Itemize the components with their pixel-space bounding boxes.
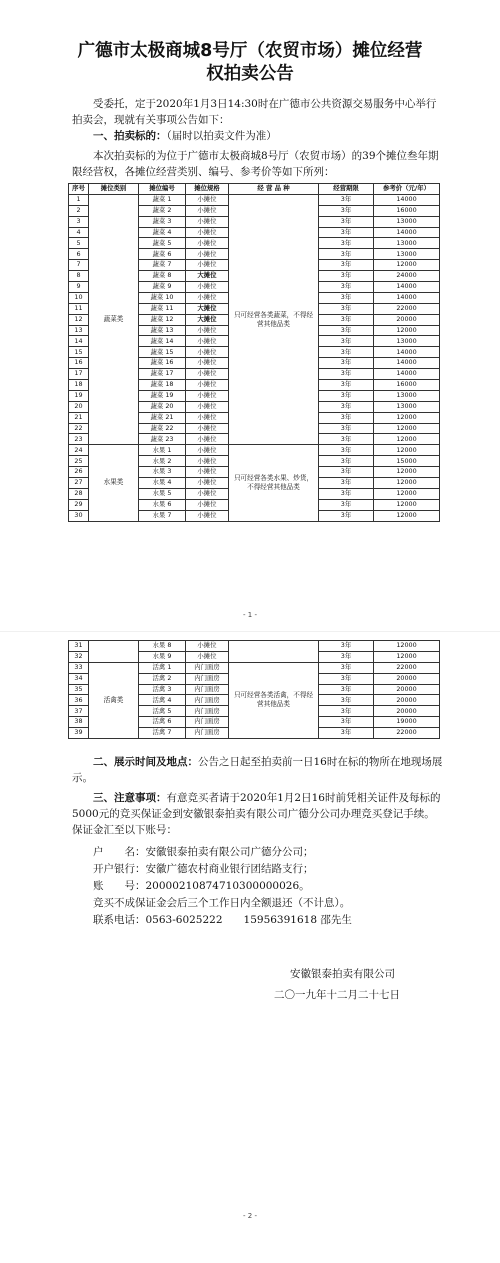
stall-table-part1	[68, 183, 440, 522]
term-value: 3年	[319, 401, 374, 412]
row-number: 17	[69, 369, 89, 380]
page-1	[0, 0, 500, 630]
stall-spec: 小摊位	[186, 510, 229, 521]
stall-spec: 小摊位	[186, 325, 229, 336]
term-value: 3年	[319, 282, 374, 293]
stall-code: 水果 1	[139, 445, 186, 456]
row-number: 33	[69, 662, 89, 673]
category-cell: 蔬菜类	[89, 194, 139, 444]
stall-code: 蔬菜 2	[139, 205, 186, 216]
stall-spec: 大摊位	[186, 271, 229, 282]
row-number: 8	[69, 271, 89, 282]
term-value: 3年	[319, 238, 374, 249]
stall-code: 蔬菜 5	[139, 238, 186, 249]
stall-spec: 小摊位	[186, 358, 229, 369]
stall-code: 蔬菜 13	[139, 325, 186, 336]
stall-spec: 内门面房	[186, 684, 229, 695]
header-code: 摊位编号	[139, 184, 186, 195]
row-number: 35	[69, 684, 89, 695]
stall-spec: 小摊位	[186, 216, 229, 227]
row-number: 14	[69, 336, 89, 347]
stall-code: 蔬菜 6	[139, 249, 186, 260]
stall-spec: 小摊位	[186, 347, 229, 358]
stall-code: 水果 6	[139, 499, 186, 510]
term-value: 3年	[319, 380, 374, 391]
price-value: 12000	[374, 423, 440, 434]
price-value: 15000	[374, 456, 440, 467]
table-row	[69, 641, 440, 652]
stall-spec: 小摊位	[186, 205, 229, 216]
price-value: 13000	[374, 401, 440, 412]
row-number: 19	[69, 390, 89, 401]
price-value: 20000	[374, 706, 440, 717]
price-value: 13000	[374, 390, 440, 401]
header-products: 经 营 品 种	[229, 184, 319, 195]
term-value: 3年	[319, 336, 374, 347]
stall-spec: 大摊位	[186, 314, 229, 325]
page-number-1: - 1 -	[243, 611, 257, 619]
stall-code: 水果 3	[139, 467, 186, 478]
stall-spec: 小摊位	[186, 369, 229, 380]
row-number: 18	[69, 380, 89, 391]
term-value: 3年	[319, 205, 374, 216]
stall-code: 蔬菜 21	[139, 412, 186, 423]
row-number: 29	[69, 499, 89, 510]
stall-spec: 内门面房	[186, 706, 229, 717]
term-value: 3年	[319, 673, 374, 684]
term-value: 3年	[319, 314, 374, 325]
row-number: 7	[69, 260, 89, 271]
row-number: 20	[69, 401, 89, 412]
term-value: 3年	[319, 434, 374, 445]
stall-code: 水果 4	[139, 478, 186, 489]
stall-code: 蔬菜 18	[139, 380, 186, 391]
page-divider	[0, 631, 500, 632]
stall-code: 活禽 7	[139, 728, 186, 739]
stall-spec: 小摊位	[186, 401, 229, 412]
term-value: 3年	[319, 695, 374, 706]
row-number: 30	[69, 510, 89, 521]
header-term: 经营期限	[319, 184, 374, 195]
row-number: 4	[69, 227, 89, 238]
term-value: 3年	[319, 684, 374, 695]
row-number: 32	[69, 651, 89, 662]
stall-code: 蔬菜 16	[139, 358, 186, 369]
stall-spec: 小摊位	[186, 238, 229, 249]
term-value: 3年	[319, 260, 374, 271]
term-value: 3年	[319, 728, 374, 739]
term-value: 3年	[319, 706, 374, 717]
section3-paragraph	[72, 790, 444, 838]
row-number: 27	[69, 478, 89, 489]
stall-code: 水果 5	[139, 488, 186, 499]
account-bank: 开户银行：安徽广德农村商业银行团结路支行；	[93, 863, 314, 875]
stall-code: 蔬菜 22	[139, 423, 186, 434]
term-value: 3年	[319, 478, 374, 489]
stall-code: 活禽 1	[139, 662, 186, 673]
row-number: 38	[69, 717, 89, 728]
price-value: 12000	[374, 412, 440, 423]
section1-heading	[93, 128, 445, 144]
price-value: 13000	[374, 249, 440, 260]
stall-spec: 小摊位	[186, 260, 229, 271]
stall-spec: 内门面房	[186, 695, 229, 706]
account-name: 户 名：安徽银泰拍卖有限公司广德分公司；	[93, 846, 314, 858]
notice-title-line2: 权拍卖公告	[206, 64, 294, 84]
products-cell: 只可经营各类活禽，不得经营其他品类	[229, 662, 319, 738]
term-value: 3年	[319, 249, 374, 260]
price-value: 12000	[374, 499, 440, 510]
products-cell: 只可经营各类蔬菜，不得经营其他品类	[229, 194, 319, 444]
stall-code: 蔬菜 10	[139, 292, 186, 303]
row-number: 37	[69, 706, 89, 717]
stall-code: 蔬菜 9	[139, 282, 186, 293]
stall-spec: 内门面房	[186, 717, 229, 728]
term-value: 3年	[319, 651, 374, 662]
header-no: 序号	[69, 184, 89, 195]
category-cell: 活禽类	[89, 662, 139, 738]
row-number: 23	[69, 434, 89, 445]
stall-code: 活禽 2	[139, 673, 186, 684]
stall-code: 蔬菜 20	[139, 401, 186, 412]
price-value: 14000	[374, 358, 440, 369]
stall-spec: 大摊位	[186, 303, 229, 314]
row-number: 10	[69, 292, 89, 303]
stall-code: 蔬菜 14	[139, 336, 186, 347]
signature-date: 二〇一九年十二月二十七日	[274, 989, 400, 1001]
row-number: 3	[69, 216, 89, 227]
page-2	[0, 634, 500, 1263]
price-value: 14000	[374, 292, 440, 303]
stall-spec: 小摊位	[186, 390, 229, 401]
term-value: 3年	[319, 467, 374, 478]
stall-code: 活禽 3	[139, 684, 186, 695]
header-spec: 摊位规格	[186, 184, 229, 195]
account-number: 账 号：20000210874710300000026。	[93, 880, 310, 892]
stall-spec: 内门面房	[186, 728, 229, 739]
stall-code: 蔬菜 15	[139, 347, 186, 358]
stall-spec: 小摊位	[186, 467, 229, 478]
price-value: 20000	[374, 673, 440, 684]
row-number: 36	[69, 695, 89, 706]
stall-spec: 小摊位	[186, 292, 229, 303]
stall-spec: 小摊位	[186, 641, 229, 652]
stall-code: 蔬菜 11	[139, 303, 186, 314]
stall-spec: 小摊位	[186, 282, 229, 293]
header-category: 摊位类别	[89, 184, 139, 195]
price-value: 20000	[374, 684, 440, 695]
stall-code: 蔬菜 3	[139, 216, 186, 227]
stall-code: 蔬菜 23	[139, 434, 186, 445]
section1-paragraph: 本次拍卖标的为位于广德市太极商城8号厅（农贸市场）的39个摊位叁年期限经营权，各摊位经营类别、编号、参考价等如下所列：	[72, 150, 439, 178]
stall-table-part2	[68, 640, 440, 739]
contact-info: 联系电话：0563-6025222 15956391618 邵先生	[93, 914, 352, 926]
price-value: 12000	[374, 467, 440, 478]
row-number: 24	[69, 445, 89, 456]
row-number: 31	[69, 641, 89, 652]
price-value: 13000	[374, 336, 440, 347]
stall-code: 活禽 5	[139, 706, 186, 717]
term-value: 3年	[319, 641, 374, 652]
stall-spec: 内门面房	[186, 662, 229, 673]
table-header-row	[69, 184, 440, 195]
price-value: 24000	[374, 271, 440, 282]
row-number: 25	[69, 456, 89, 467]
term-value: 3年	[319, 271, 374, 282]
price-value: 16000	[374, 380, 440, 391]
stall-code: 蔬菜 8	[139, 271, 186, 282]
table-row	[69, 194, 440, 205]
row-number: 11	[69, 303, 89, 314]
term-value: 3年	[319, 390, 374, 401]
stall-spec: 小摊位	[186, 194, 229, 205]
refund-note: 竞买不成保证金会后三个工作日内全额退还（不计息）。	[93, 897, 351, 909]
products-cell: 只可经营各类水果、炒货，不得经营其他品类	[229, 445, 319, 521]
stall-code: 蔬菜 7	[139, 260, 186, 271]
stall-spec: 小摊位	[186, 651, 229, 662]
term-value: 3年	[319, 325, 374, 336]
term-value: 3年	[319, 303, 374, 314]
row-number: 2	[69, 205, 89, 216]
price-value: 12000	[374, 434, 440, 445]
price-value: 22000	[374, 303, 440, 314]
stall-spec: 小摊位	[186, 249, 229, 260]
term-value: 3年	[319, 510, 374, 521]
price-value: 14000	[374, 282, 440, 293]
price-value: 22000	[374, 662, 440, 673]
stall-spec: 小摊位	[186, 456, 229, 467]
term-value: 3年	[319, 456, 374, 467]
stall-code: 水果 8	[139, 641, 186, 652]
table-row	[69, 445, 440, 456]
price-value: 22000	[374, 728, 440, 739]
price-value: 12000	[374, 651, 440, 662]
term-value: 3年	[319, 227, 374, 238]
row-number: 6	[69, 249, 89, 260]
row-number: 13	[69, 325, 89, 336]
price-value: 20000	[374, 695, 440, 706]
section3-title: 三、注意事项：	[93, 792, 167, 804]
price-value: 12000	[374, 488, 440, 499]
category-cell	[89, 641, 139, 663]
stall-spec: 小摊位	[186, 434, 229, 445]
term-value: 3年	[319, 423, 374, 434]
signature-company: 安徽银泰拍卖有限公司	[290, 968, 395, 980]
row-number: 39	[69, 728, 89, 739]
section3-body: 有意竞买者请于2020年1月2日16时前凭相关证件及每标的5000元的竞买保证金到安徽银泰拍卖有限公司广德分公司办理竞买登记手续。保证金汇至以下账号：	[72, 792, 441, 836]
row-number: 21	[69, 412, 89, 423]
term-value: 3年	[319, 488, 374, 499]
stall-code: 蔬菜 4	[139, 227, 186, 238]
row-number: 15	[69, 347, 89, 358]
term-value: 3年	[319, 358, 374, 369]
section1-note: （届时以拍卖文件为准）	[166, 130, 277, 142]
term-value: 3年	[319, 662, 374, 673]
price-value: 14000	[374, 369, 440, 380]
price-value: 12000	[374, 325, 440, 336]
category-cell: 水果类	[89, 445, 139, 521]
price-value: 13000	[374, 238, 440, 249]
row-number: 22	[69, 423, 89, 434]
price-value: 12000	[374, 510, 440, 521]
row-number: 9	[69, 282, 89, 293]
stall-spec: 小摊位	[186, 445, 229, 456]
stall-code: 蔬菜 12	[139, 314, 186, 325]
intro-paragraph: 受委托，定于2020年1月3日14:30时在广德市公共资源交易服务中心举行拍卖会，现就有关事项公告如下：	[72, 98, 437, 126]
row-number: 28	[69, 488, 89, 499]
page-number-2: - 2 -	[243, 1212, 257, 1220]
price-value: 14000	[374, 347, 440, 358]
term-value: 3年	[319, 292, 374, 303]
price-value: 16000	[374, 205, 440, 216]
section2-body: 公告之日起至拍卖前一日16时在标的物所在地现场展示。	[72, 756, 443, 784]
price-value: 12000	[374, 478, 440, 489]
price-value: 19000	[374, 717, 440, 728]
stall-spec: 小摊位	[186, 499, 229, 510]
table-row	[69, 662, 440, 673]
row-number: 34	[69, 673, 89, 684]
stall-code: 活禽 6	[139, 717, 186, 728]
stall-code: 蔬菜 1	[139, 194, 186, 205]
notice-title-line1: 广德市太极商城8号厅（农贸市场）摊位经营	[77, 41, 423, 61]
stall-spec: 内门面房	[186, 673, 229, 684]
price-value: 12000	[374, 445, 440, 456]
price-value: 14000	[374, 227, 440, 238]
stall-code: 水果 2	[139, 456, 186, 467]
row-number: 5	[69, 238, 89, 249]
products-cell	[229, 641, 319, 663]
term-value: 3年	[319, 499, 374, 510]
term-value: 3年	[319, 369, 374, 380]
term-value: 3年	[319, 412, 374, 423]
stall-spec: 小摊位	[186, 423, 229, 434]
stall-spec: 小摊位	[186, 380, 229, 391]
term-value: 3年	[319, 194, 374, 205]
stall-spec: 小摊位	[186, 488, 229, 499]
row-number: 16	[69, 358, 89, 369]
row-number: 12	[69, 314, 89, 325]
stall-code: 蔬菜 19	[139, 390, 186, 401]
stall-spec: 小摊位	[186, 336, 229, 347]
stall-code: 水果 7	[139, 510, 186, 521]
stall-spec: 小摊位	[186, 412, 229, 423]
section1-title: 一、拍卖标的：	[93, 130, 167, 142]
price-value: 12000	[374, 641, 440, 652]
term-value: 3年	[319, 347, 374, 358]
stall-code: 蔬菜 17	[139, 369, 186, 380]
stall-code: 水果 9	[139, 651, 186, 662]
price-value: 14000	[374, 194, 440, 205]
row-number: 26	[69, 467, 89, 478]
stall-code: 活禽 4	[139, 695, 186, 706]
header-price: 参考价（元/年）	[374, 184, 440, 195]
stall-spec: 小摊位	[186, 227, 229, 238]
row-number: 1	[69, 194, 89, 205]
price-value: 12000	[374, 260, 440, 271]
stall-spec: 小摊位	[186, 478, 229, 489]
price-value: 20000	[374, 314, 440, 325]
term-value: 3年	[319, 216, 374, 227]
section2-title: 二、展示时间及地点：	[93, 756, 198, 768]
price-value: 13000	[374, 216, 440, 227]
section2-paragraph	[72, 754, 444, 786]
term-value: 3年	[319, 717, 374, 728]
term-value: 3年	[319, 445, 374, 456]
